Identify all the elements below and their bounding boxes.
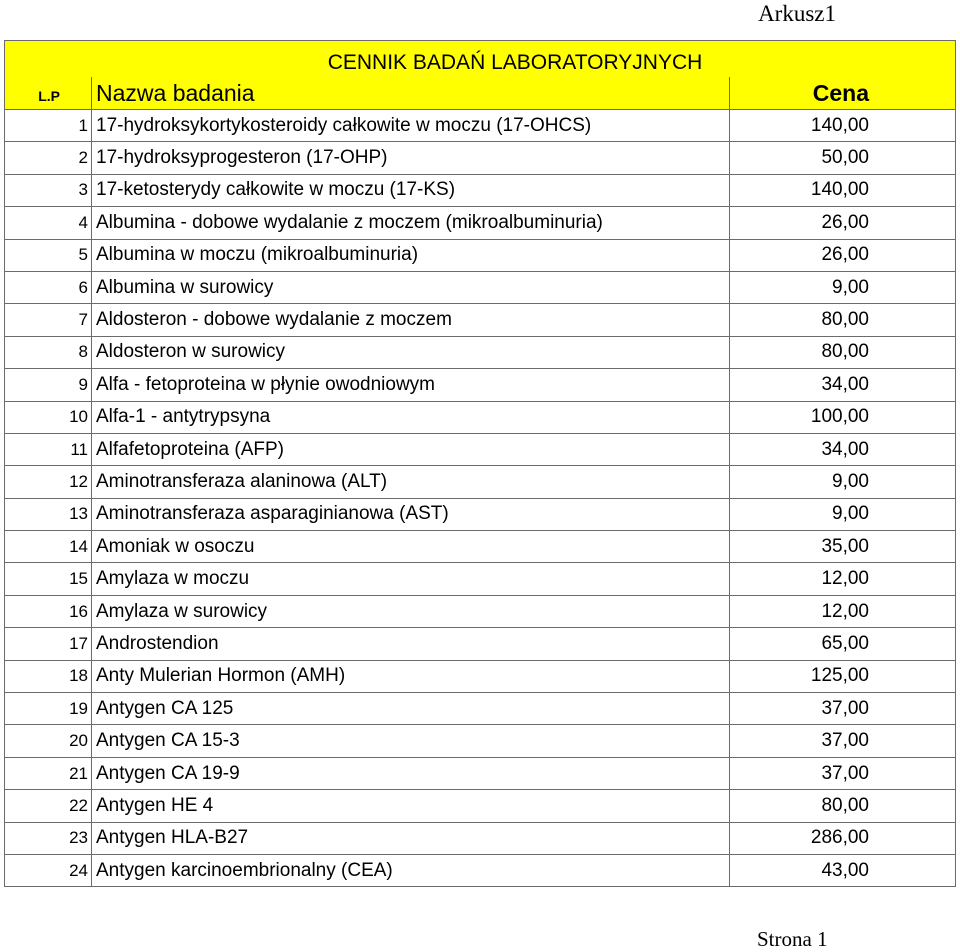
test-price: 80,00 xyxy=(730,304,956,336)
test-name: Alfa-1 - antytrypsyna xyxy=(92,402,730,434)
row-number: 21 xyxy=(5,758,92,790)
test-name: Antygen CA 15-3 xyxy=(92,725,730,757)
test-price: 9,00 xyxy=(730,466,956,498)
table-row xyxy=(5,693,956,725)
table-row xyxy=(5,563,956,595)
table-row xyxy=(5,790,956,822)
test-name: 17-hydroksyprogesteron (17-OHP) xyxy=(92,142,730,174)
price-table xyxy=(4,40,956,887)
table-row xyxy=(5,855,956,887)
row-number: 14 xyxy=(5,531,92,563)
table-row xyxy=(5,240,956,272)
row-number: 7 xyxy=(5,304,92,336)
test-name: Antygen CA 125 xyxy=(92,693,730,725)
table-row xyxy=(5,661,956,693)
test-price: 140,00 xyxy=(730,175,956,207)
table-body xyxy=(5,110,956,887)
row-number: 9 xyxy=(5,369,92,401)
test-name: 17-hydroksykortykosteroidy całkowite w moczu (17-OHCS) xyxy=(92,110,730,142)
table-row xyxy=(5,369,956,401)
table-title-row xyxy=(5,41,956,77)
table-header xyxy=(5,41,956,110)
test-price: 140,00 xyxy=(730,110,956,142)
table-row xyxy=(5,402,956,434)
test-price: 80,00 xyxy=(730,337,956,369)
table-row xyxy=(5,628,956,660)
test-price: 125,00 xyxy=(730,661,956,693)
row-number: 1 xyxy=(5,110,92,142)
test-name: Amylaza w surowicy xyxy=(92,596,730,628)
row-number: 17 xyxy=(5,628,92,660)
test-name: Androstendion xyxy=(92,628,730,660)
row-number: 19 xyxy=(5,693,92,725)
table-row xyxy=(5,304,956,336)
table-row xyxy=(5,434,956,466)
table-row xyxy=(5,725,956,757)
row-number: 13 xyxy=(5,499,92,531)
test-name: Albumina w moczu (mikroalbuminuria) xyxy=(92,240,730,272)
row-number: 11 xyxy=(5,434,92,466)
test-price: 9,00 xyxy=(730,272,956,304)
row-number: 8 xyxy=(5,337,92,369)
test-name: Antygen HLA-B27 xyxy=(92,823,730,855)
test-price: 286,00 xyxy=(730,823,956,855)
row-number: 6 xyxy=(5,272,92,304)
sheet-name: Arkusz1 xyxy=(758,1,836,26)
row-number: 3 xyxy=(5,175,92,207)
test-name: Aldosteron w surowicy xyxy=(92,337,730,369)
test-name: Amylaza w moczu xyxy=(92,563,730,595)
table-row xyxy=(5,466,956,498)
test-price: 37,00 xyxy=(730,758,956,790)
row-number: 2 xyxy=(5,142,92,174)
column-header-name: Nazwa badania xyxy=(92,77,730,110)
row-number: 5 xyxy=(5,240,92,272)
test-name: Anty Mulerian Hormon (AMH) xyxy=(92,661,730,693)
test-name: Alfafetoproteina (AFP) xyxy=(92,434,730,466)
test-name: Antygen karcinoembrionalny (CEA) xyxy=(92,855,730,887)
test-name: Aminotransferaza asparaginianowa (AST) xyxy=(92,499,730,531)
table-row xyxy=(5,207,956,239)
test-price: 12,00 xyxy=(730,596,956,628)
table-row xyxy=(5,499,956,531)
column-header-no: L.P xyxy=(5,77,92,110)
table-row xyxy=(5,337,956,369)
test-name: Aldosteron - dobowe wydalanie z moczem xyxy=(92,304,730,336)
test-price: 43,00 xyxy=(730,855,956,887)
test-price: 34,00 xyxy=(730,369,956,401)
test-name: Alfa - fetoproteina w płynie owodniowym xyxy=(92,369,730,401)
test-price: 100,00 xyxy=(730,402,956,434)
test-price: 50,00 xyxy=(730,142,956,174)
row-number: 15 xyxy=(5,563,92,595)
test-name: Aminotransferaza alaninowa (ALT) xyxy=(92,466,730,498)
column-header-price: Cena xyxy=(730,77,956,110)
row-number: 23 xyxy=(5,823,92,855)
table-row xyxy=(5,596,956,628)
table-row xyxy=(5,175,956,207)
table-row xyxy=(5,823,956,855)
test-name: Albumina w surowicy xyxy=(92,272,730,304)
test-name: Amoniak w osoczu xyxy=(92,531,730,563)
row-number: 18 xyxy=(5,661,92,693)
table-row xyxy=(5,142,956,174)
table-row xyxy=(5,758,956,790)
table-title: CENNIK BADAŃ LABORATORYJNYCH xyxy=(327,51,703,74)
table-row xyxy=(5,272,956,304)
row-number: 10 xyxy=(5,402,92,434)
page-number: Strona 1 xyxy=(757,927,828,951)
test-price: 9,00 xyxy=(730,499,956,531)
row-number: 24 xyxy=(5,855,92,887)
test-price: 34,00 xyxy=(730,434,956,466)
row-number: 4 xyxy=(5,207,92,239)
test-price: 37,00 xyxy=(730,725,956,757)
row-number: 20 xyxy=(5,725,92,757)
row-number: 22 xyxy=(5,790,92,822)
test-price: 37,00 xyxy=(730,693,956,725)
test-price: 65,00 xyxy=(730,628,956,660)
table-row xyxy=(5,110,956,142)
table-row xyxy=(5,531,956,563)
test-price: 35,00 xyxy=(730,531,956,563)
test-price: 26,00 xyxy=(730,240,956,272)
test-name: 17-ketosterydy całkowite w moczu (17-KS) xyxy=(92,175,730,207)
test-name: Antygen HE 4 xyxy=(92,790,730,822)
test-name: Antygen CA 19-9 xyxy=(92,758,730,790)
test-price: 80,00 xyxy=(730,790,956,822)
row-number: 12 xyxy=(5,466,92,498)
test-price: 12,00 xyxy=(730,563,956,595)
test-name: Albumina - dobowe wydalanie z moczem (mikroalbuminuria) xyxy=(92,207,730,239)
test-price: 26,00 xyxy=(730,207,956,239)
column-header-row xyxy=(5,77,956,110)
row-number: 16 xyxy=(5,596,92,628)
